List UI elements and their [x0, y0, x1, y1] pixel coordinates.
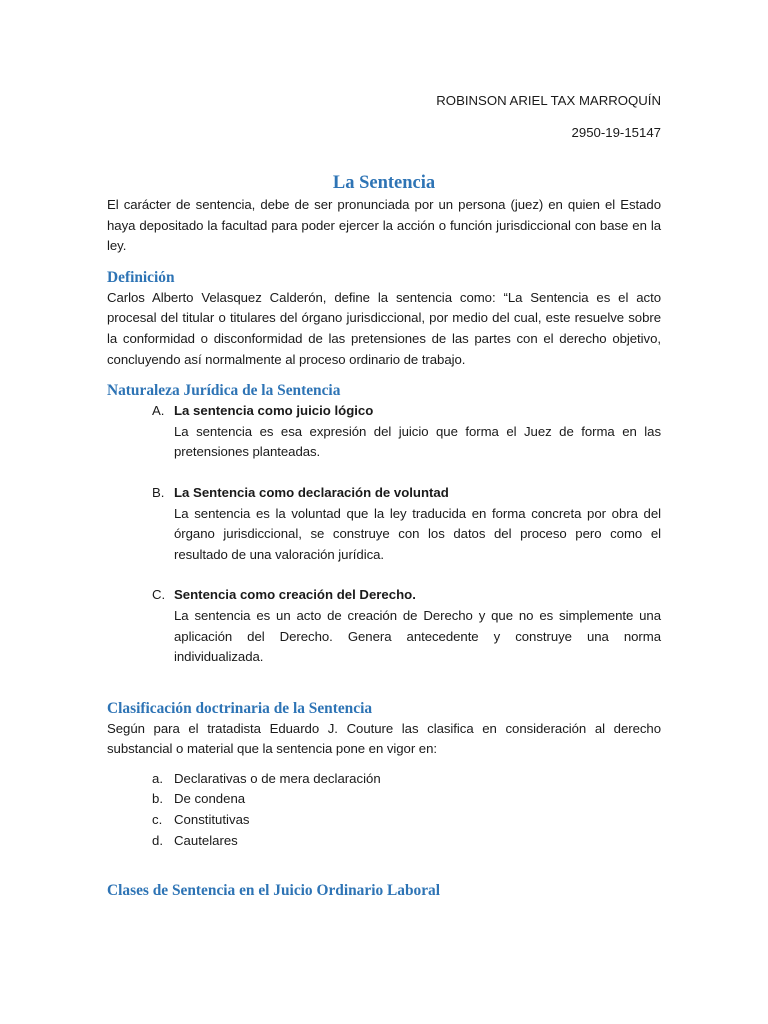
list-item-title: La sentencia como juicio lógico — [174, 403, 374, 419]
list-marker: c. — [152, 812, 163, 828]
list-item-text: La sentencia es un acto de creación de Derecho y que no es simplemente una aplicación del Derecho. Genera antecedente y construye una norma individualizada. — [174, 607, 661, 665]
list-item-text: La sentencia es esa expresión del juicio que forma el Juez de forma en las pretensiones planteadas. — [174, 423, 661, 460]
list-item-label: Declarativas o de mera declaración — [174, 770, 381, 786]
document-body — [107, 88, 661, 901]
list-item-title: La Sentencia como declaración de voluntad — [174, 484, 449, 500]
list-marker: a. — [152, 770, 163, 786]
classification-paragraph: Según para el tratadista Eduardo J. Couture las clasifica en consideración al derecho substancial o material que la sentencia pone en vigor en: — [107, 720, 661, 757]
list-marker: B. — [152, 484, 165, 500]
list-item — [107, 483, 661, 565]
classification-heading: Clasificación doctrinaria de la Sentencia — [107, 699, 373, 717]
list-item — [107, 769, 661, 790]
list-marker: C. — [152, 587, 166, 603]
nature-list — [107, 401, 661, 668]
list-marker: b. — [152, 791, 163, 807]
list-item — [107, 810, 661, 831]
author-name: ROBINSON ARIEL TAX MARROQUÍN — [436, 93, 661, 108]
definition-paragraph: Carlos Alberto Velasquez Calderón, define la sentencia como: “La Sentencia es el acto procesal del titular o titulares del órgano jurisdiccional, por medio del cual, este resuelve sobre la conformidad o disconformidad de las pretensiones de las partes con el derecho objetivo, concluyendo así normalmente al proceso ordinario de trabajo. — [107, 289, 661, 367]
classification-list — [107, 769, 661, 851]
list-item-label: De condena — [174, 791, 246, 807]
list-item-label: Constitutivas — [174, 812, 250, 828]
classes-heading: Clases de Sentencia en el Juicio Ordinario Laboral — [107, 882, 441, 900]
list-marker: A. — [152, 403, 165, 419]
list-item — [107, 401, 661, 463]
document-title: La Sentencia — [332, 173, 436, 193]
student-id: 2950-19-15147 — [571, 125, 661, 140]
intro-paragraph: El carácter de sentencia, debe de ser pronunciada por un persona (juez) en quien el Estado haya depositado la facultad para poder ejercer la acción o función jurisdiccional con base en la ley. — [107, 197, 661, 254]
list-item-title: Sentencia como creación del Derecho. — [174, 587, 416, 603]
list-item-text: La sentencia es la voluntad que la ley traducida en forma concreta por obra del órgano jurisdiccional, se construye con los datos del proceso pero como el resultado de una valoración jurídica. — [174, 505, 661, 562]
nature-heading: Naturaleza Jurídica de la Sentencia — [107, 382, 341, 400]
list-item — [107, 585, 661, 667]
list-marker: d. — [152, 832, 163, 848]
list-item-label: Cautelares — [174, 832, 238, 848]
definition-heading: Definición — [107, 268, 175, 286]
list-item — [107, 789, 661, 810]
list-item — [107, 831, 661, 852]
